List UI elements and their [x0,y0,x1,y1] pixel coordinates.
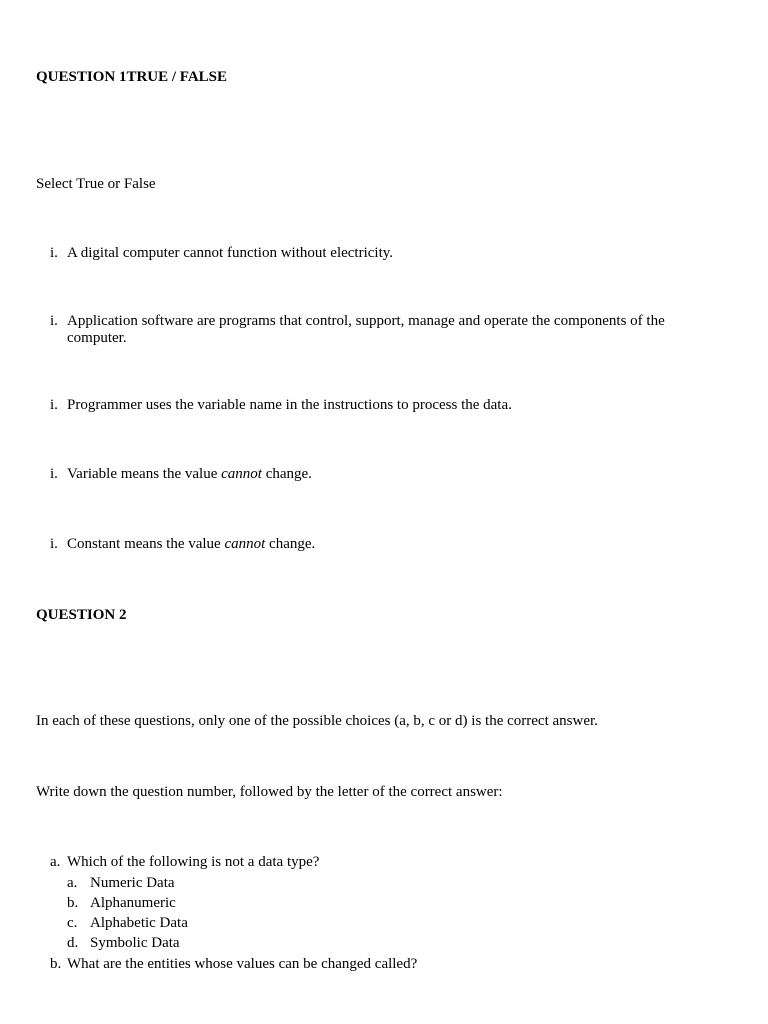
option-text: Alphanumeric [90,895,176,911]
question-2-instruction-2: Write down the question number, followed by the letter of the correct answer: [36,784,503,800]
question-text: What are the entities whose values can be changed called? [67,956,418,972]
list-item [36,245,728,262]
question-1-heading: QUESTION 1TRUE / FALSE [36,69,228,85]
option-item [60,875,728,892]
list-marker: i. [50,466,58,482]
list-item [36,466,728,483]
option-item [60,915,728,932]
list-marker: i. [50,397,58,413]
list-item [36,956,728,973]
list-item [36,313,728,347]
option-marker: a. [67,875,78,891]
option-text: Symbolic Data [90,935,180,951]
question-2-instruction: In each of these questions, only one of the possible choices (a, b, c or d) is the correct answer. [36,713,598,729]
list-item [36,397,728,414]
question-text: Which of the following is not a data type? [67,854,320,870]
list-marker: i. [50,536,58,552]
statement-text: A digital computer cannot function without electricity. [67,245,394,261]
option-text: Alphabetic Data [90,915,188,931]
option-marker: c. [67,915,78,931]
option-item [60,935,728,952]
question-1-instruction: Select True or False [36,176,156,192]
list-marker: i. [50,313,58,329]
list-marker: i. [50,245,58,261]
option-text: Numeric Data [90,875,175,891]
option-item [60,895,728,912]
statement-text: Variable means the value cannot change. [67,466,312,482]
emphasis: cannot [221,466,262,482]
list-item [36,854,728,871]
list-marker: b. [50,956,62,972]
emphasis: cannot [224,536,266,552]
statement-text: Application software are programs that control, support, manage and operate the components of the computer. [67,313,665,346]
statement-text: Constant means the value cannot change. [67,536,316,552]
statement-text: Programmer uses the variable name in the instructions to process the data. [67,397,512,413]
option-marker: b. [67,895,79,911]
list-item [36,536,728,553]
option-marker: d. [67,935,79,951]
list-marker: a. [50,854,61,870]
question-2-heading: QUESTION 2 [36,607,127,623]
